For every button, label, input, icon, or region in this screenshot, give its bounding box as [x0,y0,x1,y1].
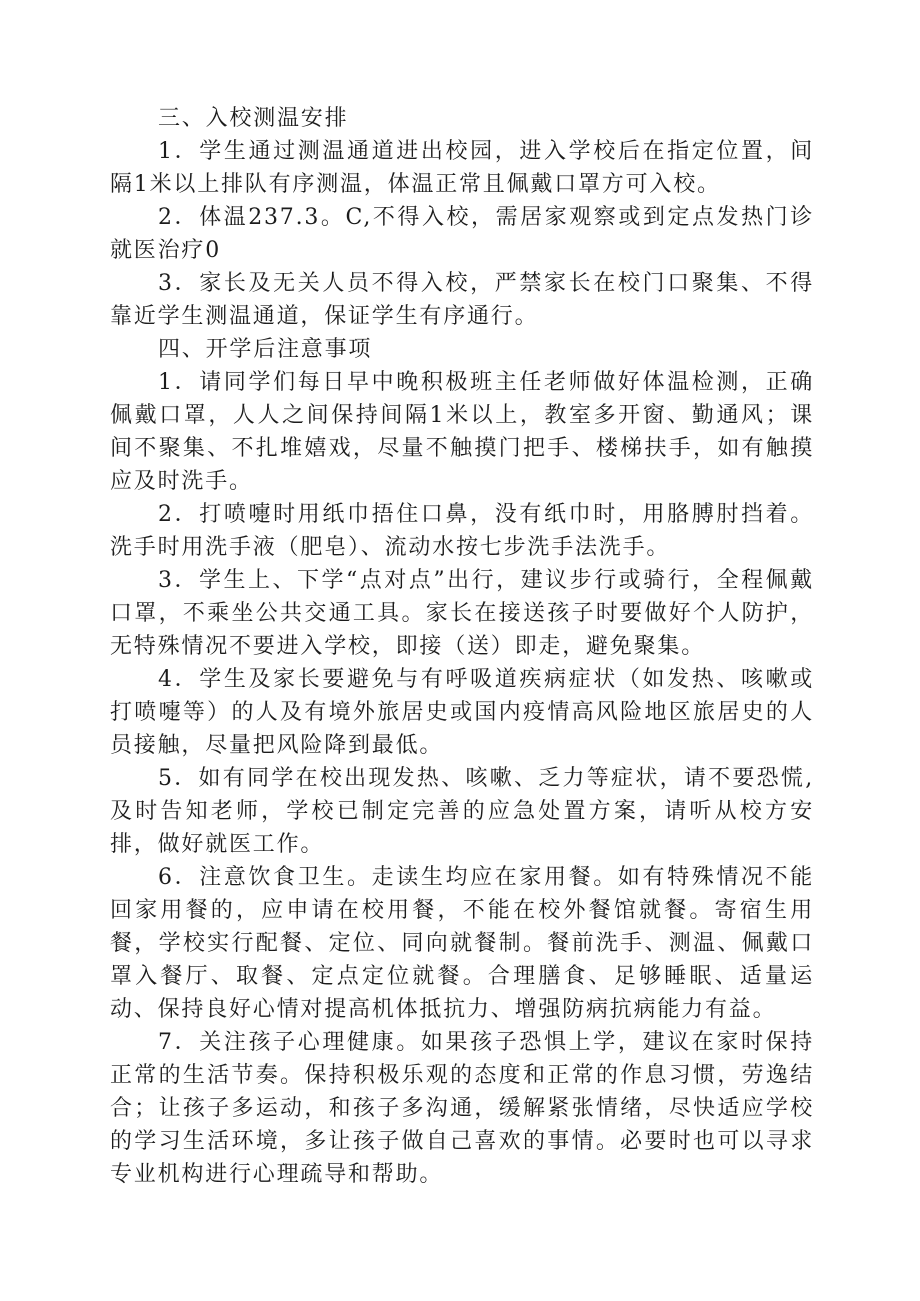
list-item: 2．打喷嚏时用纸巾捂住口鼻，没有纸巾时，用胳膊肘挡着。洗手时用洗手液（肥皂）、流动水按七步洗手法洗手。 [110,502,814,560]
list-item: 1．请同学们每日早中晚积极班主任老师做好体温检测，正确佩戴口罩，人人之间保持间隔1米以上，教室多开窗、勤通风；课间不聚集、不扎堆嬉戏，尽量不触摸门把手、楼梯扶手，如有触摸应及时洗手。 [110,370,814,494]
section-heading: 三、入校测温安排 [158,106,349,131]
section-entry-temperature [110,102,814,333]
document-page [110,102,814,1191]
list-item: 2．体温237.3。C,不得入校，需居家观察或到定点发热门诊就医治疗0 [110,205,814,263]
list-item: 6．注意饮食卫生。走读生均应在家用餐。如有特殊情况不能回家用餐的，应申请在校用餐，不能在校外餐馆就餐。寄宿生用餐，学校实行配餐、定位、同向就餐制。餐前洗手、测温、佩戴口罩入餐厅、取餐、定点定位就餐。合理膳食、足够睡眠、适量运动、保持良好心情对提高机体抵抗力、增强防病抗病能力有益。 [110,865,814,1022]
list-item: 1．学生通过测温通道进出校园，进入学校后在指定位置，间隔1米以上排队有序测温，体温正常且佩戴口罩方可入校。 [110,139,814,197]
list-item: 4．学生及家长要避免与有呼吸道疾病症状（如发热、咳嗽或打喷嚏等）的人及有境外旅居史或国内疫情高风险地区旅居史的人员接触，尽量把风险降到最低。 [110,667,814,758]
list-item: 3．家长及无关人员不得入校，严禁家长在校门口聚集、不得靠近学生测温通道，保证学生有序通行。 [110,271,814,329]
section-heading: 四、开学后注意事项 [158,337,373,362]
section-precautions [110,333,814,1191]
list-item: 7．关注孩子心理健康。如果孩子恐惧上学，建议在家时保持正常的生活节奏。保持积极乐观的态度和正常的作息习惯，劳逸结合；让孩子多运动，和孩子多沟通，缓解紧张情绪，尽快适应学校的学习生活环境，多让孩子做自己喜欢的事情。必要时也可以寻求专业机构进行心理疏导和帮助。 [110,1030,814,1187]
list-item: 3．学生上、下学“点对点”出行，建议步行或骑行，全程佩戴口罩，不乘坐公共交通工具。家长在接送孩子时要做好个人防护，无特殊情况不要进入学校，即接（送）即走，避免聚集。 [110,568,814,659]
list-item: 5．如有同学在校出现发热、咳嗽、乏力等症状，请不要恐慌,及时告知老师，学校已制定完善的应急处置方案，请听从校方安排，做好就医工作。 [110,766,814,857]
